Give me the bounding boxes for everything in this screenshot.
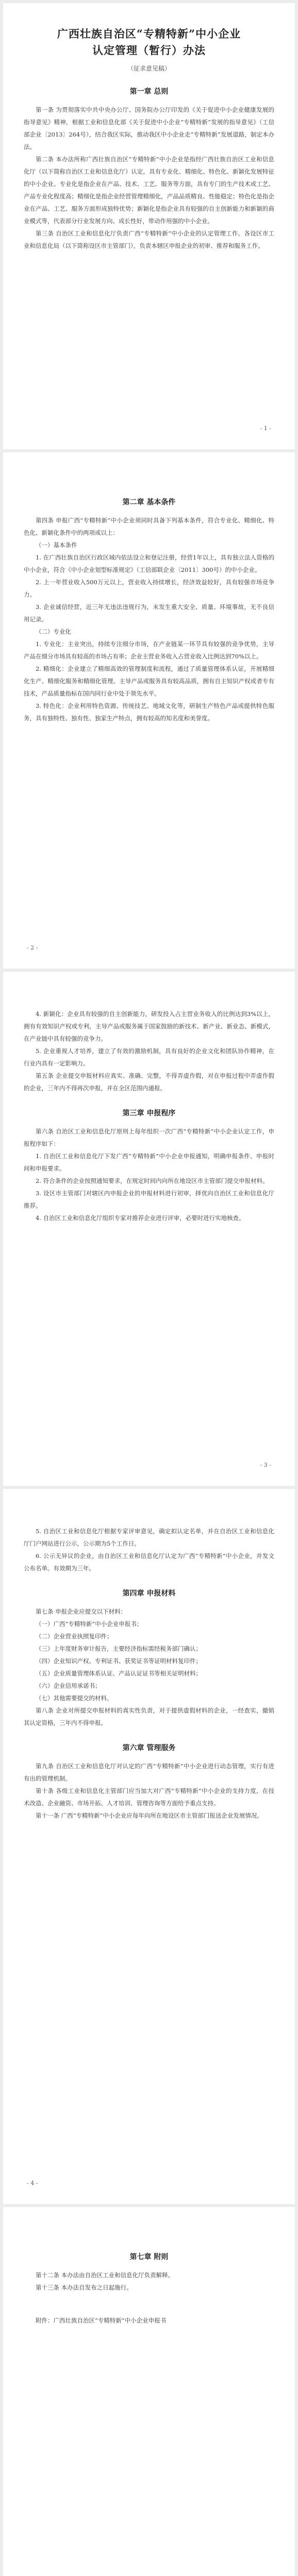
section-basic-conditions: （一）基本条件	[36, 541, 77, 549]
article-2: 第二条 本办法所称广西壮族自治区“专精特新”中小企业是指经广西壮族自治区工业和信息化厅（以下简称自治区工业和信息化厅）认定，具有专业化、精细化、特色化、新颖化发展特征的中小企业。专业化是指企业在产品、技术、工艺、服务等方面，具有专门的生产技术或工艺、产品专业化程度高；精细化是指企业经营管理精细化，产品品质精良、性能稳定；特色化是指企业在产品、工艺、服务方面形成独特优势；新颖化是指企业具有较强的自主创新能力和新颖的商业模式等，代表部分行业发展方向、成长性好，带动作用强的中小企业。	[24, 156, 274, 225]
article-7: 第七条 申报企业应提交以下材料：	[36, 1608, 127, 1615]
condition-6: 3. 特色化：企业利用特色资源、传统技艺、地域文化等，研制生产特色产品或提供特色服务，具有独特性、独有性、独家生产特点，拥有较高的知名度和美誉度。	[24, 702, 274, 722]
condition-1: 1. 在广西壮族自治区行政区域内依法设立和登记注册，经营1年以上，具有独立法人资格的中小企业，符合《中小企业划型标准规定》（工信部联企业〔2011〕300号）的中小企业。	[24, 554, 274, 573]
document-title-line-1: 广西壮族自治区“专精特新”中小企业	[57, 27, 241, 40]
article-10: 第十条 各级工业和信息化主管部门应当加大对广西“专精特新”中小企业的支持力度，在技术改造、企业融资、市场开拓、人才培训、管理咨询等方面给予重点支持。	[24, 1787, 274, 1807]
procedure-2: 2. 符合条件的企业按照通知要求，在规定时间内向所在地设区市主管部门提交申报材料。	[36, 1177, 269, 1184]
page-number-3: - 3 -	[260, 1462, 271, 1468]
material-5: （五）企业质量管理体系认证、产品认证证书等相关证明材料；	[36, 1670, 202, 1677]
chapter-7-heading: 第七章 附则	[129, 2253, 169, 2261]
procedure-5: 5. 自治区工业和信息化厅根据专家评审意见，确定拟认定名单，并在自治区工业和信息化厅门户网站进行公示，公示期为5个工作日。	[24, 1528, 274, 1547]
section-specialization: （二）专业化	[36, 628, 71, 635]
attachment-line: 附件：广西壮族自治区“专精特新”中小企业申报书	[36, 2317, 167, 2324]
article-9: 第九条 自治区工业和信息化厅对认定的广西“专精特新”中小企业进行动态管理，实行有进有出的管理机制。	[24, 1762, 274, 1782]
article-11: 第十一条 广西“专精特新”中小企业应每年向所在地设区市主管部门报送企业发展情况。	[36, 1812, 263, 1819]
article-12: 第十二条 本办法由自治区工业和信息化厅负责解释。	[36, 2272, 174, 2279]
document-page-4	[3, 1489, 295, 2204]
material-3: （三）上年度财务审计报告，主要经济指标需经税务部门确认；	[36, 1645, 202, 1652]
document-title-line-2: 认定管理（暂行）办法	[92, 44, 206, 57]
condition-3: 3. 企业诚信经营，近三年无违法违规行为，未发生重大安全、质量、环境事故，无不良信用记录。	[24, 603, 274, 623]
article-4: 第四条 申报广西“专精特新”中小企业须同时具备下列基本条件，符合专业化、精细化、特色化、新颖化条件中的两项或以上：	[24, 517, 274, 536]
chapter-6-heading: 第六章 管理服务	[122, 1744, 176, 1752]
document-draft-note: （征求意见稿）	[127, 65, 171, 72]
procedure-4: 4. 自治区工业和信息化厅组织专家对推荐企业进行评审，必要时进行实地核查。	[36, 1214, 245, 1222]
article-13: 第十三条 本办法自发布之日起施行。	[36, 2284, 133, 2291]
material-6: （六）企业信用承诺书；	[36, 1682, 101, 1689]
chapter-1-heading: 第一章 总则	[129, 88, 169, 96]
document-page-1	[3, 3, 295, 449]
article-6: 第六条 自治区工业和信息化厅原则上每年组织一次广西“专精特新”中小企业认定工作，申报程序如下：	[24, 1128, 274, 1147]
procedure-3: 3. 设区市主管部门对辖区内申报企业的申报材料进行初审，择优向自治区工业和信息化厅推荐。	[24, 1190, 274, 1209]
condition-4: 1. 专业化：主业突出，持续专注细分市场，在产业链某一环节具有较强的竞争优势，主导产品在细分市场具有较高的市场占有率；企业主营业务收入占营业收入比例达到70%以上。	[24, 640, 274, 660]
condition-2: 2. 上一年营业收入500万元以上，营业收入持续增长，经济效益较好，具有较强市场竞争力。	[24, 579, 274, 598]
procedure-6: 6. 公示无异议的企业，由自治区工业和信息化厅认定为广西“专精特新”中小企业，并发文公布名单。有效期为三年。	[24, 1552, 274, 1572]
article-5: 第五条 企业提交申报材料应真实、准确、完整，不得弄虚作假，对在申报过程中弄虚作假的企业，三年内不得再次申报，并在全区范围内通报。	[24, 1072, 274, 1092]
condition-5: 2. 精细化：企业建立了精细高效的管理制度和流程，通过了质量管理体系认证，开展精细化生产、精细化服务和精细化管理。主导产品或服务具有较高品质，拥有自主知识产权或者专有技术，产品质量指标在国内同行业中处于领先水平。	[24, 665, 274, 697]
page-number-1: - 1 -	[260, 425, 271, 432]
material-2: （二）企业营业执照复印件；	[36, 1633, 113, 1640]
condition-7: 4. 新颖化：企业具有较强的自主创新能力，研发投入占主营业务收入的比例达到3%以上，拥有有效知识产权或专利，主导产品或服务属于国家鼓励的新技术、新产业、新业态、新模式，在产业链中具有较强的竞争力。	[24, 1010, 274, 1042]
material-1: （一）广西“专精特新”中小企业申报书；	[36, 1620, 143, 1628]
document-page-3	[3, 972, 295, 1486]
procedure-1: 1. 自治区工业和信息化厅下发广西“专精特新”中小企业申报通知，明确申报条件、申报时间和申报要求。	[24, 1153, 274, 1172]
document-page-2	[3, 452, 295, 969]
chapter-2-heading: 第二章 基本条件	[122, 498, 176, 506]
material-7: （七）其他需要提交的材料。	[36, 1694, 113, 1702]
article-8: 第八条 企业对所提交申报材料的真实性负责，对于提供虚假材料的企业，一经查实，撤销其认定资格，三年内不得申报。	[24, 1707, 274, 1726]
article-1: 第一条 为贯彻落实中共中央办公厅、国务院办公厅印发的《关于促进中小企业健康发展的指导意见》精神，根据工业和信息化部《关于促进中小企业“专精特新”发展的指导意见》（工信部企业〔2013〕264号），结合我区实际，推动我区中小企业走“专精特新”发展道路，制定本办法。	[24, 106, 274, 150]
article-3: 第三条 自治区工业和信息化厅负责广西“专精特新”中小企业的认定管理工作。各设区市工业和信息化局（以下简称设区市主管部门），负责本辖区申报企业的初审、推荐和服务工作。	[24, 230, 274, 249]
document-page-5	[3, 2207, 295, 2576]
chapter-3-heading: 第三章 申报程序	[122, 1109, 176, 1117]
chapter-4-heading: 第四章 申报材料	[122, 1589, 176, 1598]
page-number-2: - 2 -	[27, 944, 38, 951]
page-number-4: - 4 -	[27, 2180, 38, 2187]
condition-8: 5. 企业重视人才培养，建立了有效的激励机制，具有良好的企业文化和团队协作精神，在行业内具有一定影响力。	[24, 1047, 274, 1067]
material-4: （四）企业知识产权、专利证书、获奖证书等证明材料复印件；	[36, 1657, 202, 1665]
